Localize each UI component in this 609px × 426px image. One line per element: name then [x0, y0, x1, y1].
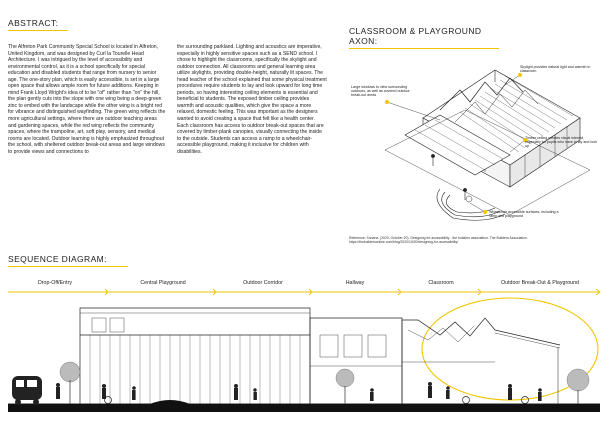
axon-note-timber: Timber ceiling creates visual interest, especially for pupils who have to lay and look up	[525, 136, 597, 149]
axon-note-ramp: Wheelchair accessible surfaces, including a ramp and playground	[489, 210, 559, 219]
axon-heading-text: CLASSROOM & PLAYGROUND AXON:	[349, 26, 482, 46]
abstract-heading-text: ABSTRACT:	[8, 18, 59, 28]
sequence-section-drawing	[0, 270, 609, 426]
stage-label-central-playground: Central Playground	[140, 280, 186, 286]
reference-citation: Reference: Sunana. (2020, October 20). Designing for accessibility - the builders association. The Builders Association. https://thebuildersonline.com/blog/2020/10/20/designing-for-accessibility/	[349, 236, 528, 244]
axon-note-skylight: Skylight provides natural light and warmth in classroom	[520, 65, 591, 74]
abstract-heading-underline	[8, 30, 68, 31]
stage-label-classroom: Classroom	[428, 280, 454, 286]
axon-note-windows: Large windows to view surrounding outdoors, as well as covered outdoor break-out areas	[351, 85, 410, 98]
sequence-heading	[8, 254, 128, 267]
sequence-heading-text: SEQUENCE DIAGRAM:	[8, 254, 107, 264]
sequence-heading-underline	[8, 266, 128, 267]
stage-label-dropoff: Drop-Off/Entry	[37, 280, 73, 286]
stage-label-outdoor-corridor: Outdoor Corridor	[243, 280, 283, 286]
sequence-arrow	[8, 289, 600, 295]
stage-label-breakout-playground: Outdoor Break-Out & Playground	[500, 280, 580, 286]
abstract-heading	[8, 18, 68, 31]
stage-label-hallway: Hallway	[345, 280, 365, 286]
abstract-column-1: The Alfreton Park Community Special School is located in Alfreton, United Kingdom, and was designed by Curl la Tourelle Head Architecture. I was intrigued by the level of accessibility and environmental control, as it is a school specifically for special education and disabled students that range from nursery to senior age. The one-story plan, which is easily accessible, is set in a large open space that allows ample room for future additions. Keeping in mind Frank Lloyd Wright's idea of to be "of" rather than "on" the hill, the plan gently cuts into the slope with one wing being a deep-green zinc to embed with the landscape while the other wing is a bright red for vibrance and distinguished wayfinding. The green wing reflects the more agricultural settings, where there are outdoor teaching areas and gardening spaces, while the red wing reflects the community spaces, where the trampoline, art, soft play, sensory, and medical rooms are located. Outdoor learning is highly emphasized throughout the school, with sheltered outdoor break-out areas and large windows to provide views and connections to	[8, 44, 166, 155]
abstract-column-2: the surrounding parkland. Lighting and acoustics are imperative, especially in highly sensitive spaces such as a SEND school. I chose to highlight the classrooms, specifically the skylight and outdoor connection. All classrooms and general learning area utilize skylights, providing double-height, naturally lit spaces. The head teacher of the school explained that some physical treatment procedures require students to lay and look upward for long time periods, so having interesting ceiling elements is essential and beneficial to students. The exposed timber ceiling provides warmth and acoustic qualities, which give the space a more relaxed, domestic feeling. This was important as the designers wanted to avoid creating a space that felt like a health center. Each classroom has access to outdoor break-out spaces that are covered by timber-plank canopies, visually connecting the inside to the outside. Students can access a ramp to a wheelchair-accessible playground, making it inclusive for children with disabilities.	[177, 44, 327, 155]
